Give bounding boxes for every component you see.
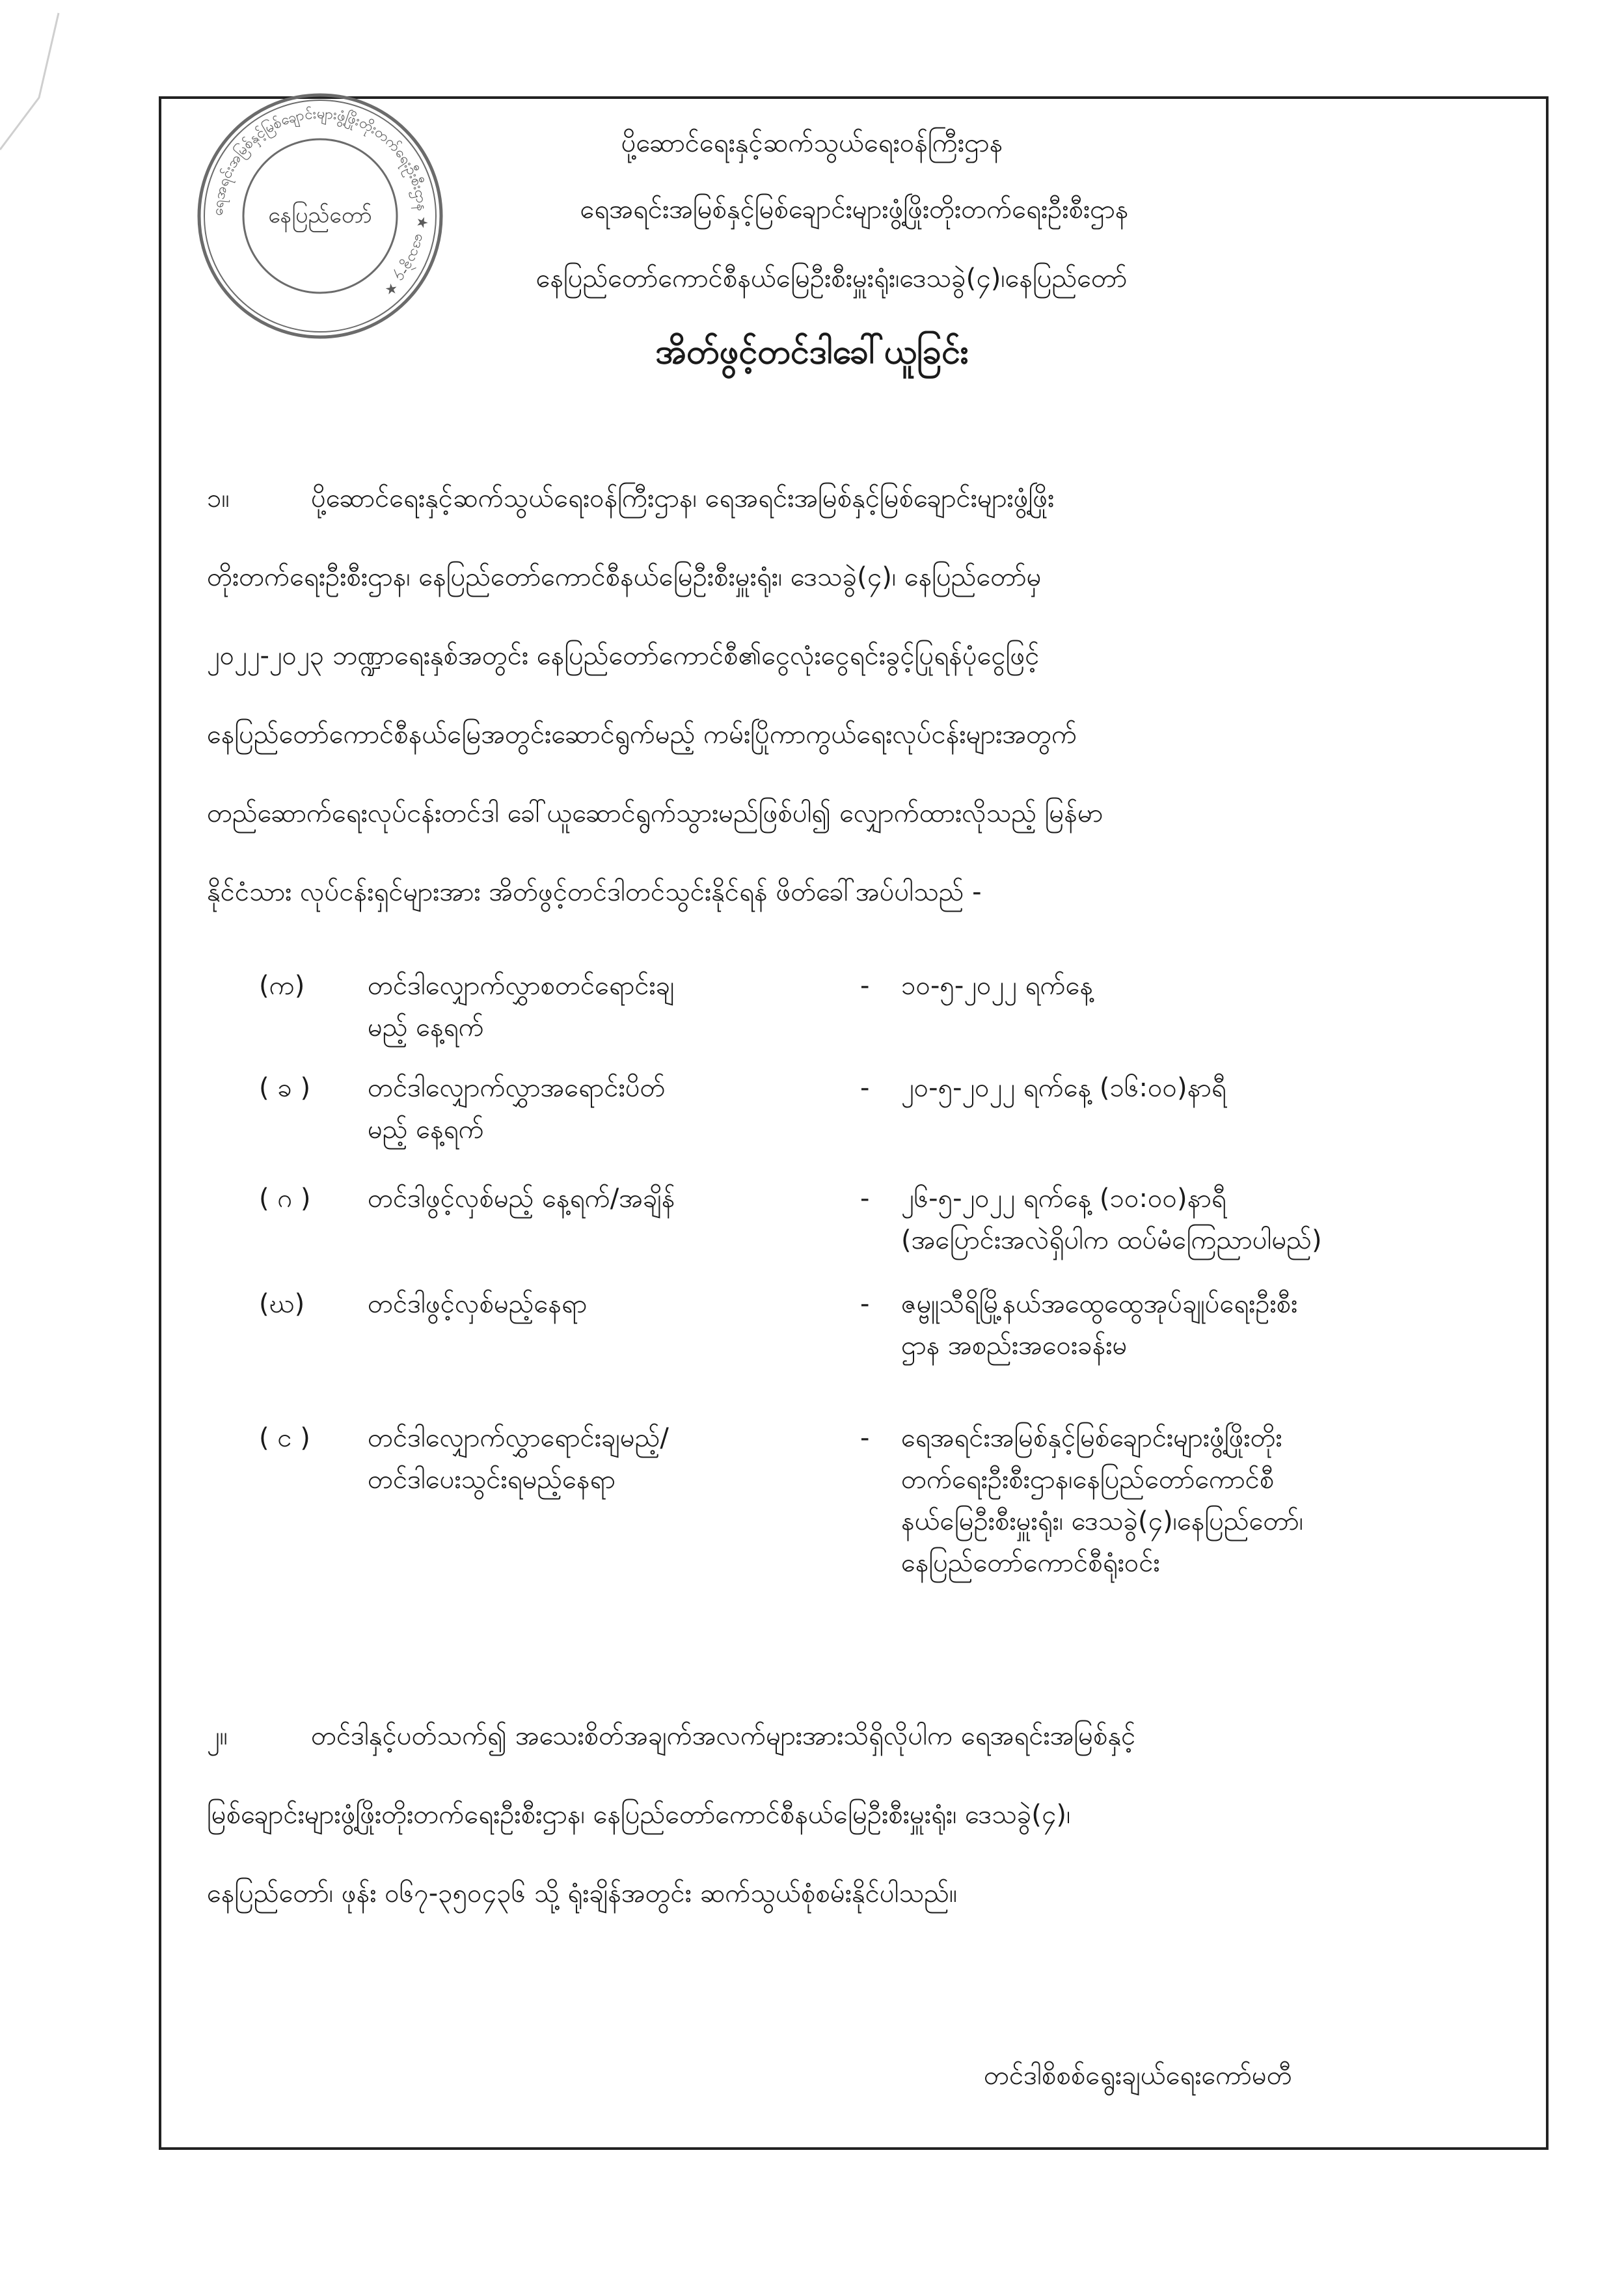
svg-text:ရေအရင်းအမြစ်နှင့်မြစ်ချောင်းမျ: ရေအရင်းအမြစ်နှင့်မြစ်ချောင်းများဖွံ့ဖြိုးတိုးတက်ရေးဦးစီးဌာန ★ ဒေသခွဲ-၄ ★ (210, 105, 431, 300)
item-marker: (က) (259, 971, 305, 1001)
paragraph-1-line: တိုးတက်ရေးဦးစီးဌာန၊ နေပြည်တော်ကောင်စီနယ်မြေဦးစီးမှူးရုံး၊ ဒေသခွဲ(၄)၊ နေပြည်တော်မှ (207, 562, 1042, 592)
svg-text:နေပြည်တော်: နေပြည်တော် (268, 202, 372, 228)
ministry-heading: ပို့ဆောင်ရေးနှင့်ဆက်သွယ်ရေးဝန်ကြီးဌာန (621, 128, 1003, 158)
signature-committee: တင်ဒါစိစစ်ရွေးချယ်ရေးကော်မတီ (984, 2061, 1292, 2091)
paragraph-1-line: ၁။ ပို့ဆောင်ရေးနှင့်ဆက်သွယ်ရေးဝန်ကြီးဌာန၊ ရေအရင်းအမြစ်နှင့်မြစ်ချောင်းများဖွံ့ဖြိုး (207, 459, 1508, 538)
item-marker: ( င ) (259, 1423, 310, 1453)
paragraph-2 (207, 1697, 1508, 1933)
paragraph-2-line: ၂။ တင်ဒါနှင့်ပတ်သက်၍ အသေးစိတ်အချက်အလက်များအားသိရှိလိုပါက ရေအရင်းအမြစ်နှင့် (207, 1697, 1508, 1776)
paragraph-1-number: ၁။ (207, 483, 230, 513)
department-heading: ရေအရင်းအမြစ်နှင့်မြစ်ချောင်းများဖွံ့ဖြိုးတိုးတက်ရေးဦးစီးဌာန (580, 195, 1129, 224)
item-value: ရေအရင်းအမြစ်နှင့်မြစ်ချောင်းများဖွံ့ဖြိုးတိုး တက်ရေးဦးစီးဌာန၊နေပြည်တော်ကောင်စီ နယ်မြေဦးစီးမှူးရုံး၊ ဒေသခွဲ(၄)၊နေပြည်တော်၊ နေပြည်တော်ကောင်စီရုံးဝင်း (901, 1423, 1304, 1578)
item-dash: - (860, 1289, 870, 1319)
paragraph-1-line: တည်ဆောက်ရေးလုပ်ငန်းတင်ဒါ ခေါ်ယူဆောင်ရွက်သွားမည်ဖြစ်ပါ၍ လျှောက်ထားလိုသည့် မြန်မာ (207, 798, 1103, 828)
item-value: ဇမ္ဗူသီရိမြို့နယ်အထွေထွေအုပ်ချုပ်ရေးဦးစီး ဌာန အစည်းအဝေးခန်းမ (901, 1289, 1298, 1361)
item-label: တင်ဒါဖွင့်လှစ်မည့်နေရာ (368, 1289, 588, 1319)
item-label: တင်ဒါလျှောက်လွှာစတင်ရောင်းချ မည့် နေ့ရက် (368, 971, 675, 1042)
paragraph-2-number: ၂။ (207, 1721, 228, 1751)
item-marker: ( ဂ ) (259, 1184, 311, 1214)
paragraph-2-line: မြစ်ချောင်းများဖွံ့ဖြိုးတိုးတက်ရေးဦးစီးဌာန၊ နေပြည်တော်ကောင်စီနယ်မြေဦးစီးမှူးရုံး၊ ဒေသခွဲ(၄)၊ (207, 1800, 1071, 1830)
item-label: တင်ဒါဖွင့်လှစ်မည့် နေ့ရက်/အချိန် (368, 1184, 675, 1214)
item-dash: - (860, 971, 870, 1001)
item-dash: - (860, 1073, 870, 1103)
item-label: တင်ဒါလျှောက်လွှာအရောင်းပိတ် မည့် နေ့ရက် (368, 1073, 666, 1145)
item-label: တင်ဒါလျှောက်လွှာရောင်းချမည့်/ တင်ဒါပေးသွင်းရမည့်နေရာ (368, 1423, 669, 1495)
paragraph-1-line: ၂၀၂၂-၂၀၂၃ ဘဏ္ဍာရေးနှစ်အတွင်း နေပြည်တော်ကောင်စီ၏ငွေလုံးငွေရင်းခွင့်ပြုရန်ပုံငွေဖြင့် (207, 641, 1040, 671)
paragraph-1 (207, 459, 1508, 932)
paragraph-2-line: နေပြည်တော်၊ ဖုန်း ၀၆၇-၃၅၀၄၃၆ သို့ ရုံးချိန်အတွင်း ဆက်သွယ်စုံစမ်းနိုင်ပါသည်။ (207, 1879, 957, 1908)
item-marker: ( ခ ) (259, 1073, 311, 1103)
item-marker: (ဃ) (259, 1289, 305, 1319)
paragraph-1-line: နေပြည်တော်ကောင်စီနယ်မြေအတွင်းဆောင်ရွက်မည့် ကမ်းပြိုကာကွယ်ရေးလုပ်ငန်းများအတွက် (207, 720, 1077, 750)
item-value: ၂၆-၅-၂၀၂၂ ရက်နေ့ (၁၀:၀၀)နာရီ (အပြောင်းအလဲရှိပါက ထပ်မံကြေညာပါမည်) (901, 1184, 1322, 1255)
paragraph-1-line: နိုင်ငံသား လုပ်ငန်းရှင်များအား အိတ်ဖွင့်တင်ဒါတင်သွင်းနိုင်ရန် ဖိတ်ခေါ်အပ်ပါသည် - (207, 877, 982, 907)
office-heading: နေပြည်တော်ကောင်စီနယ်မြေဦးစီးမှူးရုံး၊ဒေသခွဲ(၄)၊နေပြည်တော် (535, 264, 1128, 293)
notice-title: အိတ်ဖွင့်တင်ဒါခေါ်ယူခြင်း (655, 332, 969, 372)
item-dash: - (860, 1423, 870, 1453)
item-value: ၂၀-၅-၂၀၂၂ ရက်နေ့ (၁၆:၀၀)နာရီ (901, 1073, 1226, 1103)
item-value: ၁၀-၅-၂၀၂၂ ရက်နေ့ (901, 971, 1094, 1001)
item-dash: - (860, 1184, 870, 1214)
paper-scratch-mark (0, 0, 78, 195)
